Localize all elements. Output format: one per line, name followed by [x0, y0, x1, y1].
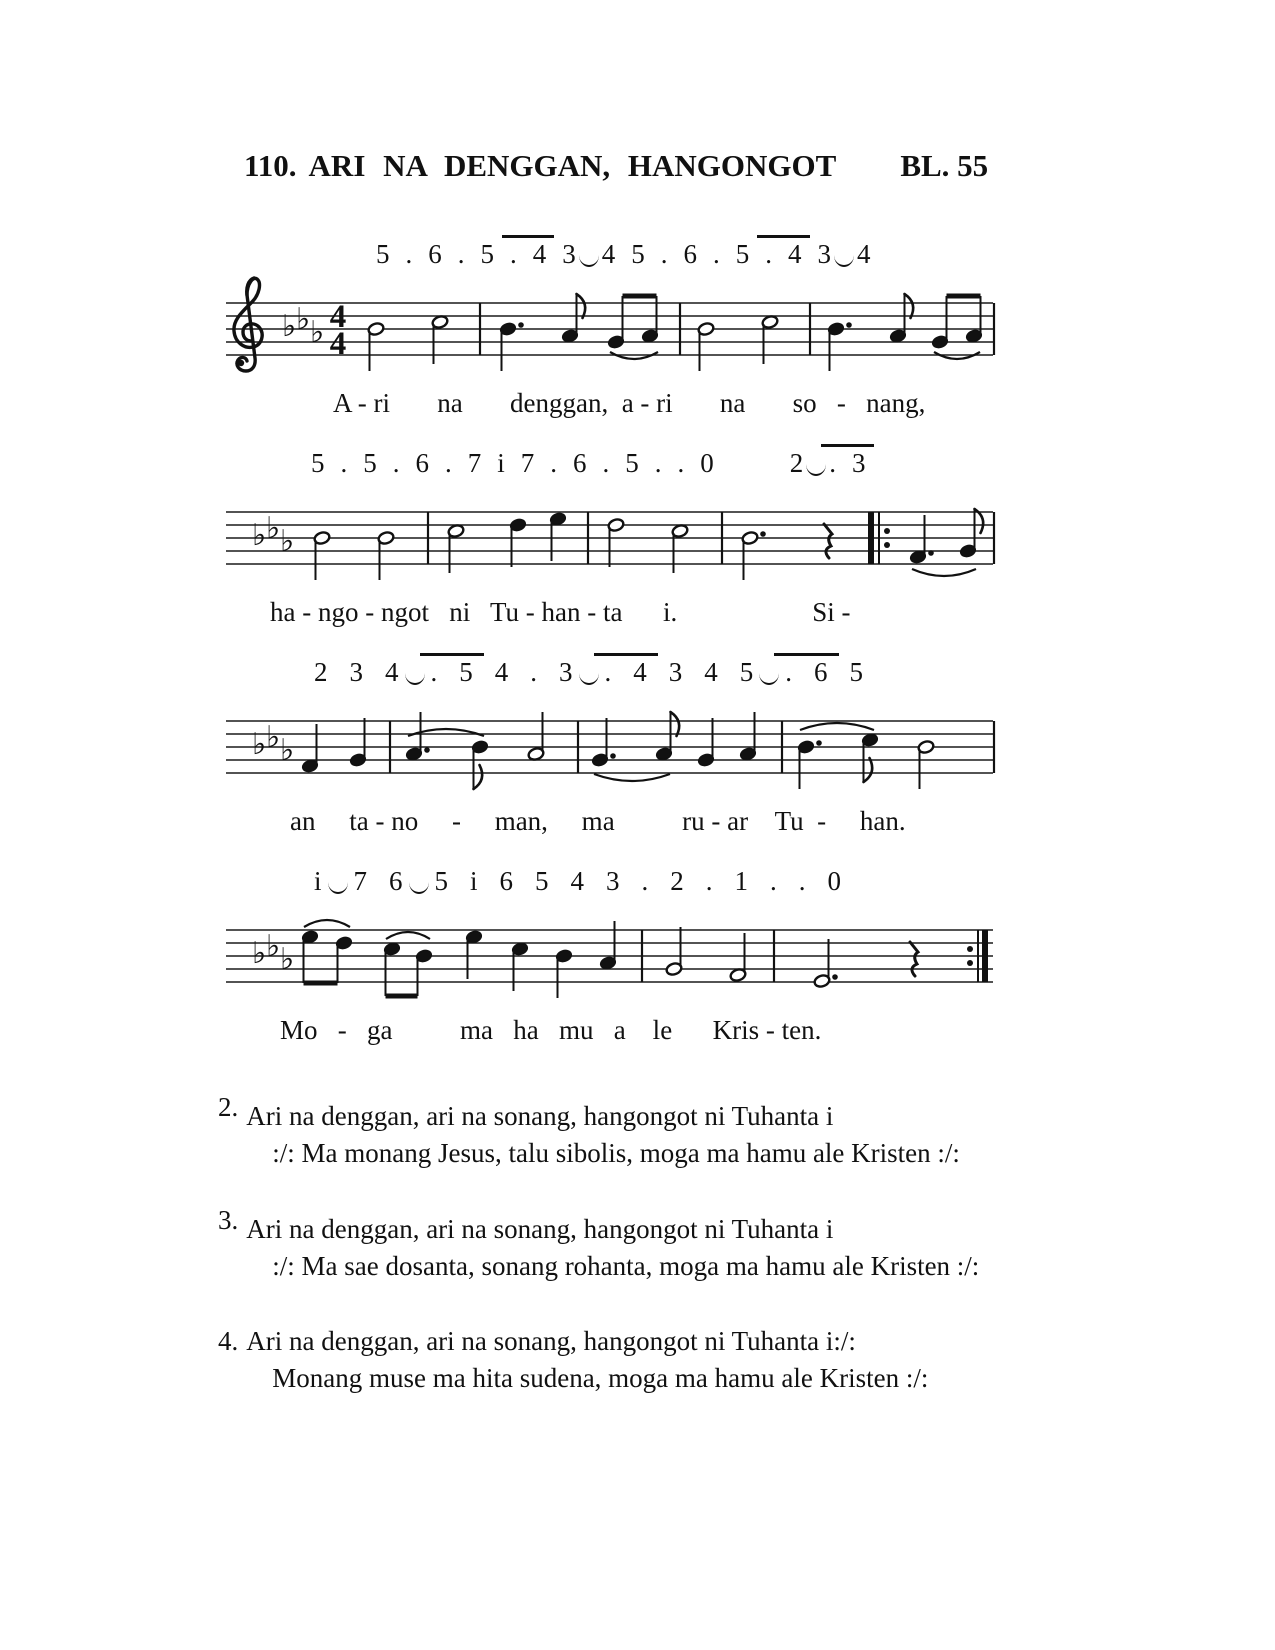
svg-text:♭: ♭: [310, 315, 325, 350]
hymn-reference: BL. 55: [900, 148, 989, 183]
verse-2-line-1: Ari na denggan, ari na sonang, hangongot ni Tuhanta i: [246, 1101, 834, 1131]
verse-3-text: [246, 1211, 979, 1286]
verses-section: [218, 1092, 1038, 1398]
verse-3-line-1: Ari na denggan, ari na sonang, hangongot ni Tuhanta i: [246, 1213, 834, 1244]
verse-4-text: [246, 1323, 928, 1398]
hymn-number: 110.: [244, 148, 297, 183]
staff-4-lyrics: Mo - ga ma ha mu a le Kris - ten.: [280, 1015, 822, 1045]
svg-text:4: 4: [329, 299, 347, 335]
staff-2-lyrics: ha - ngo - ngot ni Tu - han - ta i. Si -: [270, 597, 851, 627]
svg-text:♭: ♭: [252, 936, 267, 971]
svg-text:♭: ♭: [280, 524, 295, 559]
verse-4-line-2: Monang muse ma hita sudena, moga ma hamu ale Kristen :/:: [272, 1363, 929, 1394]
staff-4-numbers: i 7 6 5 i 6 5 4 3 . 2 . 1 . . 0: [314, 866, 842, 896]
staff-system-3: [218, 644, 1038, 837]
svg-text:♭: ♭: [280, 733, 295, 768]
staff-2-notation: [218, 477, 998, 595]
svg-text:4: 4: [329, 326, 347, 362]
staff-system-1: [218, 226, 1038, 419]
hymn-title-bar: [244, 148, 1038, 184]
staff-1-lyrics: A - ri na denggan, a - ri na so - nang,: [333, 388, 926, 418]
staff-1-notation: [218, 268, 998, 386]
svg-text:♭: ♭: [266, 929, 281, 964]
svg-text:♭: ♭: [296, 302, 311, 337]
staff-3-numbers: 2 3 4 . 5 4 . 3 . 4 3 4 5 . 6 5: [303, 644, 1038, 686]
verse-4: [218, 1323, 1038, 1398]
verse-4-number: 4.: [218, 1326, 239, 1356]
svg-text:♭: ♭: [252, 727, 267, 762]
staff-3-lyrics: an ta - no - man, ma ru - ar Tu - han.: [290, 806, 906, 836]
hymn-title: ARI NA DENGGAN, HANGONGOT: [308, 148, 837, 183]
staff-4-notation: [218, 895, 998, 1013]
svg-text:♭: ♭: [280, 942, 295, 977]
verse-2-text: [246, 1098, 960, 1173]
staff-2-numbers: 5 . 5 . 6 . 7 i 7 . 6 . 5 . . 0 2 . 3: [303, 435, 1038, 477]
svg-text:♭: ♭: [266, 511, 281, 546]
staff-system-4: [218, 853, 1038, 1046]
verse-2: [218, 1092, 1038, 1173]
svg-text:♭: ♭: [252, 518, 267, 553]
staff-1-numbers: 5 . 6 . 5 . 4 3 4 5 . 6 . 5 . 4 3 4: [368, 226, 1038, 268]
verse-4-line-1: Ari na denggan, ari na sonang, hangongot ni Tuhanta i:/:: [246, 1326, 856, 1356]
verse-2-number: 2.: [218, 1092, 239, 1122]
verse-3-line-2: :/: Ma sae dosanta, sonang rohanta, moga ma hamu ale Kristen :/:: [272, 1250, 980, 1281]
svg-text:♭: ♭: [282, 309, 297, 344]
svg-text:♭: ♭: [266, 720, 281, 755]
verse-2-line-2: :/: Ma monang Jesus, talu sibolis, moga ma hamu ale Kristen :/:: [272, 1138, 960, 1169]
staff-3-notation: [218, 686, 998, 804]
staff-system-2: [218, 435, 1038, 628]
verse-3: [218, 1204, 1038, 1286]
verse-3-number: 3.: [218, 1204, 239, 1235]
